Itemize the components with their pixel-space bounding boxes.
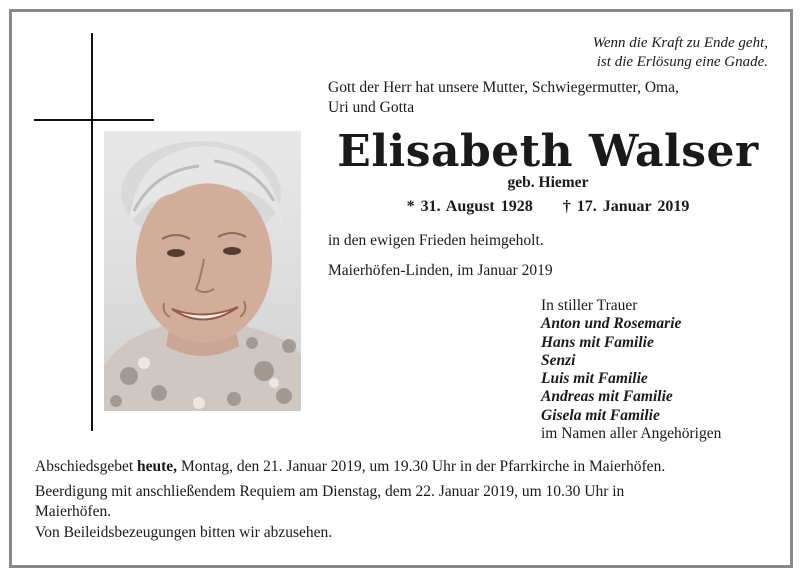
mourners-heading: In stiller Trauer: [541, 297, 638, 314]
intro-text: [328, 78, 773, 118]
mourner-family: Luis mit Familie: [541, 370, 648, 388]
born-date: 31. August 1928: [420, 198, 533, 215]
intro-line-1: Gott der Herr hat unsere Mutter, Schwiegermutter, Oma,: [328, 79, 679, 96]
portrait-photo: [104, 131, 301, 411]
mourner-family: Gisela mit Familie: [541, 406, 660, 424]
born-symbol: *: [406, 198, 415, 215]
deceased-name: Elisabeth Walser: [337, 126, 759, 177]
mourner-family: Andreas mit Familie: [541, 388, 673, 406]
intro-line-2: Uri und Gotta: [328, 99, 415, 116]
cross-horizontal-bar: [34, 119, 154, 121]
condolence-notice: Von Beileidsbezeugungen bitten wir abzusehen.: [35, 524, 333, 541]
peace-text: in den ewigen Frieden heimgeholt.: [328, 232, 544, 249]
died-symbol: †: [562, 198, 571, 215]
prayer-details: Montag, den 21. Januar 2019, um 19.30 Uhr in der Pfarrkirche in Maierhöfen.: [180, 458, 666, 475]
burial-notice: [35, 482, 775, 522]
mourners-closing: im Namen aller Angehörigen: [541, 425, 722, 443]
mourner-family: Hans mit Familie: [541, 333, 654, 351]
cross-vertical-bar: [91, 33, 93, 431]
portrait-illustration: [104, 131, 301, 411]
motto-line-1: Wenn die Kraft zu Ende geht,: [592, 35, 768, 51]
place-date: Maierhöfen-Linden, im Januar 2019: [328, 262, 553, 279]
motto-line-2: ist die Erlösung eine Gnade.: [596, 54, 768, 70]
mourner-family: Anton und Rosemarie: [541, 315, 682, 333]
mourners-block: [541, 297, 721, 443]
motto-quote: [448, 34, 768, 72]
life-dates: [318, 198, 778, 216]
died-date: 17. Januar 2019: [576, 198, 690, 215]
prayer-today: heute,: [137, 458, 178, 475]
birth-name: geb. Hiemer: [507, 174, 589, 191]
burial-line-1: Beerdigung mit anschließendem Requiem am Dienstag, dem 22. Januar 2019, um 10.30 Uhr in: [35, 483, 625, 500]
prayer-prefix: Abschiedsgebet: [35, 458, 134, 475]
mourner-family: Senzi: [541, 351, 576, 369]
burial-line-2: Maierhöfen.: [35, 503, 112, 520]
farewell-prayer-notice: [35, 457, 775, 477]
